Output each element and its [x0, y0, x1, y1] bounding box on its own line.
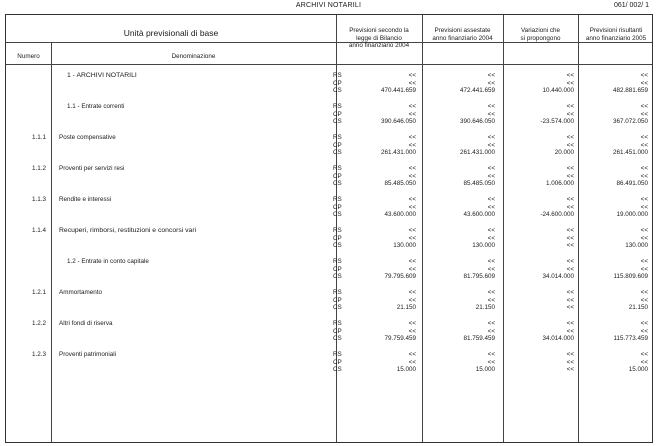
row-type-label: RS	[333, 258, 342, 265]
amount-cell: 21.150	[628, 304, 648, 311]
amount-cell: 34.014.000	[542, 273, 574, 280]
row-denominazione: Rendite e interessi	[59, 196, 112, 203]
amount-cell: <<	[566, 296, 574, 304]
row-denominazione: Altri fondi di riserva	[59, 320, 113, 327]
amount-cell: <<	[408, 103, 416, 110]
row-type-label: CP	[333, 110, 342, 118]
amount-cell: 482.881.659	[612, 87, 648, 94]
amount-cell: <<	[566, 134, 574, 141]
amount-cell: 43.600.000	[463, 211, 495, 218]
amount-cell: 130.000	[472, 242, 495, 249]
amount-cell: <<	[566, 141, 574, 149]
amount-cell: <<	[408, 296, 416, 304]
row-type-label: CP	[333, 141, 342, 149]
amount-cell: <<	[408, 227, 416, 234]
row-type-label: CS	[333, 118, 342, 125]
amount-cell: <<	[566, 366, 574, 373]
amount-cell: 85.485.050	[384, 180, 416, 187]
amount-cell: <<	[640, 172, 648, 180]
amount-cell: <<	[487, 79, 495, 87]
amount-cell: <<	[408, 358, 416, 366]
amount-cell: <<	[566, 242, 574, 249]
amount-cell: 1.006.000	[545, 180, 574, 187]
amount-cell: 21.150	[475, 304, 495, 311]
table-row	[6, 72, 654, 102]
amount-cell: <<	[487, 227, 495, 234]
row-type-label: RS	[333, 289, 342, 296]
amount-cell: <<	[640, 72, 648, 79]
amount-cell: -24.600.000	[540, 211, 574, 218]
amount-cell: 130.000	[625, 242, 648, 249]
amount-cell: <<	[566, 79, 574, 87]
amount-cell: 81.795.609	[463, 273, 495, 280]
amount-cell: <<	[640, 196, 648, 203]
amount-cell: 86.491.050	[616, 180, 648, 187]
amount-cell: <<	[408, 196, 416, 203]
amount-cell: 21.150	[396, 304, 416, 311]
row-type-label: CS	[333, 335, 342, 342]
amount-cell: <<	[566, 265, 574, 273]
row-type-label: CP	[333, 79, 342, 87]
amount-cell: <<	[408, 79, 416, 87]
amount-cell: <<	[566, 172, 574, 180]
amount-cell: <<	[408, 289, 416, 296]
amount-cell: 15.000	[628, 366, 648, 373]
amount-cell: <<	[487, 358, 495, 366]
row-denominazione: 1.2 - Entrate in conto capitale	[67, 258, 149, 265]
table-row	[6, 351, 654, 381]
amount-cell: -23.574.000	[540, 118, 574, 125]
row-number: 1.1.3	[31, 196, 46, 203]
row-number: 1.1.4	[31, 227, 46, 234]
table-row	[6, 227, 654, 257]
table-row	[6, 289, 654, 319]
row-number: 1.2.3	[31, 351, 46, 358]
amount-cell: <<	[566, 358, 574, 366]
amount-cell: <<	[566, 110, 574, 118]
row-denominazione: Proventi patrimoniali	[59, 351, 117, 358]
amount-cell: <<	[640, 327, 648, 335]
amount-cell: 20.000	[554, 149, 574, 156]
amount-cell: <<	[487, 296, 495, 304]
amount-cell: <<	[408, 351, 416, 358]
col-previsioni-legge: Previsioni secondo la legge di Bilancio anno finanziario 2004	[348, 27, 410, 49]
amount-cell: <<	[640, 234, 648, 242]
amount-cell: 10.440.000	[542, 87, 574, 94]
amount-cell: <<	[408, 72, 416, 79]
amount-cell: <<	[566, 351, 574, 358]
amount-cell: 261.451.000	[612, 149, 648, 156]
amount-cell: <<	[566, 103, 574, 110]
amount-cell: <<	[408, 141, 416, 149]
amount-cell: <<	[487, 196, 495, 203]
row-type-label: RS	[333, 103, 342, 110]
row-type-label: CP	[333, 327, 342, 335]
amount-cell: <<	[640, 110, 648, 118]
amount-cell: 261.431.000	[380, 149, 416, 156]
amount-cell: <<	[487, 134, 495, 141]
amount-cell: 85.485.050	[463, 180, 495, 187]
amount-cell: <<	[487, 141, 495, 149]
amount-cell: <<	[566, 304, 574, 311]
amount-cell: <<	[640, 134, 648, 141]
row-denominazione: Ammortamento	[59, 289, 103, 296]
amount-cell: <<	[408, 258, 416, 265]
amount-cell: 390.646.050	[459, 118, 495, 125]
col-previsioni-risultanti: Previsioni risultanti anno finanziario 2005	[585, 27, 647, 42]
amount-cell: <<	[640, 103, 648, 110]
amount-cell: <<	[487, 110, 495, 118]
row-type-label: CP	[333, 203, 342, 211]
amount-cell: <<	[566, 258, 574, 265]
amount-cell: 115.773.459	[613, 335, 648, 342]
amount-cell: <<	[640, 79, 648, 87]
row-type-label: RS	[333, 351, 342, 358]
row-type-label: RS	[333, 196, 342, 203]
row-type-label: RS	[333, 165, 342, 172]
col-previsioni-assestate: Previsioni assestate anno finanziario 2004	[432, 27, 493, 42]
row-type-label: RS	[333, 134, 342, 141]
row-denominazione: Poste compensative	[59, 134, 116, 141]
row-type-label: CP	[333, 172, 342, 180]
header-bottom-rule	[6, 64, 652, 65]
table-row	[6, 196, 654, 226]
amount-cell: <<	[566, 227, 574, 234]
row-number: 1.2.2	[31, 320, 46, 327]
amount-cell: 19.000.000	[616, 211, 648, 218]
page-number: 061/ 002/ 1	[613, 2, 649, 9]
amount-cell: <<	[566, 165, 574, 172]
table-row	[6, 134, 654, 164]
table-row	[6, 258, 654, 288]
col-variazioni: Variazioni che si propongono	[520, 27, 561, 42]
col-numero: Numero	[17, 53, 40, 60]
row-number: 1.1.1	[31, 134, 46, 141]
amount-cell: <<	[487, 203, 495, 211]
amount-cell: <<	[408, 265, 416, 273]
amount-cell: 130.000	[393, 242, 416, 249]
amount-cell: <<	[408, 234, 416, 242]
row-denominazione: 1 - ARCHIVI NOTARILI	[67, 72, 137, 79]
row-type-label: CS	[333, 304, 342, 311]
amount-cell: <<	[487, 289, 495, 296]
row-type-label: CS	[333, 87, 342, 94]
table-row	[6, 165, 654, 195]
budget-table	[5, 14, 653, 443]
amount-cell: 79.795.609	[384, 273, 416, 280]
table-row	[6, 320, 654, 350]
row-type-label: CS	[333, 273, 342, 280]
row-number: 1.2.1	[31, 289, 46, 296]
amount-cell: <<	[487, 351, 495, 358]
row-type-label: CS	[333, 242, 342, 249]
amount-cell: 261.431.000	[459, 149, 495, 156]
row-type-label: CP	[333, 358, 342, 366]
document-title: ARCHIVI NOTARILI	[295, 2, 362, 9]
amount-cell: <<	[566, 289, 574, 296]
row-type-label: CP	[333, 234, 342, 242]
row-denominazione: Proventi per servizi resi	[59, 165, 125, 172]
amount-cell: <<	[640, 289, 648, 296]
amount-cell: <<	[566, 320, 574, 327]
amount-cell: 115.809.609	[613, 273, 648, 280]
row-type-label: RS	[333, 320, 342, 327]
amount-cell: <<	[640, 320, 648, 327]
amount-cell: <<	[566, 72, 574, 79]
row-type-label: RS	[333, 72, 342, 79]
row-type-label: CS	[333, 211, 342, 218]
row-type-label: RS	[333, 227, 342, 234]
amount-cell: <<	[640, 351, 648, 358]
group-title: Unità previsionali di base	[123, 28, 219, 38]
amount-cell: <<	[408, 110, 416, 118]
amount-cell: 470.441.659	[380, 87, 416, 94]
amount-cell: <<	[640, 258, 648, 265]
col-denominazione: Denominazione	[171, 53, 216, 60]
amount-cell: 367.072.050	[612, 118, 648, 125]
amount-cell: <<	[487, 72, 495, 79]
amount-cell: <<	[640, 358, 648, 366]
amount-cell: <<	[487, 327, 495, 335]
amount-cell: <<	[487, 165, 495, 172]
amount-cell: 472.441.659	[459, 87, 495, 94]
amount-cell: 79.759.459	[384, 335, 416, 342]
amount-cell: <<	[566, 327, 574, 335]
amount-cell: <<	[640, 265, 648, 273]
amount-cell: <<	[408, 327, 416, 335]
amount-cell: 34.014.000	[542, 335, 574, 342]
amount-cell: <<	[640, 296, 648, 304]
amount-cell: <<	[487, 265, 495, 273]
amount-cell: <<	[408, 203, 416, 211]
amount-cell: <<	[487, 103, 495, 110]
amount-cell: 390.646.050	[380, 118, 416, 125]
row-type-label: CS	[333, 366, 342, 373]
amount-cell: <<	[566, 196, 574, 203]
amount-cell: 43.600.000	[384, 211, 416, 218]
amount-cell: <<	[487, 234, 495, 242]
amount-cell: <<	[487, 258, 495, 265]
amount-cell: <<	[408, 165, 416, 172]
amount-cell: <<	[487, 320, 495, 327]
amount-cell: <<	[408, 320, 416, 327]
amount-cell: <<	[640, 227, 648, 234]
amount-cell: 81.759.459	[463, 335, 495, 342]
row-type-label: CP	[333, 265, 342, 273]
row-type-label: CS	[333, 149, 342, 156]
amount-cell: <<	[408, 134, 416, 141]
amount-cell: <<	[566, 203, 574, 211]
amount-cell: <<	[640, 165, 648, 172]
amount-cell: <<	[487, 172, 495, 180]
row-type-label: CS	[333, 180, 342, 187]
table-row	[6, 103, 654, 133]
amount-cell: <<	[408, 172, 416, 180]
amount-cell: <<	[640, 203, 648, 211]
row-denominazione: 1.1 - Entrate correnti	[67, 103, 125, 110]
amount-cell: <<	[640, 141, 648, 149]
header-divider	[6, 42, 652, 43]
row-type-label: CP	[333, 296, 342, 304]
amount-cell: 15.000	[475, 366, 495, 373]
amount-cell: 15.000	[396, 366, 416, 373]
row-number: 1.1.2	[31, 165, 46, 172]
row-denominazione: Recuperi, rimborsi, restituzioni e concorsi vari	[59, 227, 197, 234]
amount-cell: <<	[566, 234, 574, 242]
